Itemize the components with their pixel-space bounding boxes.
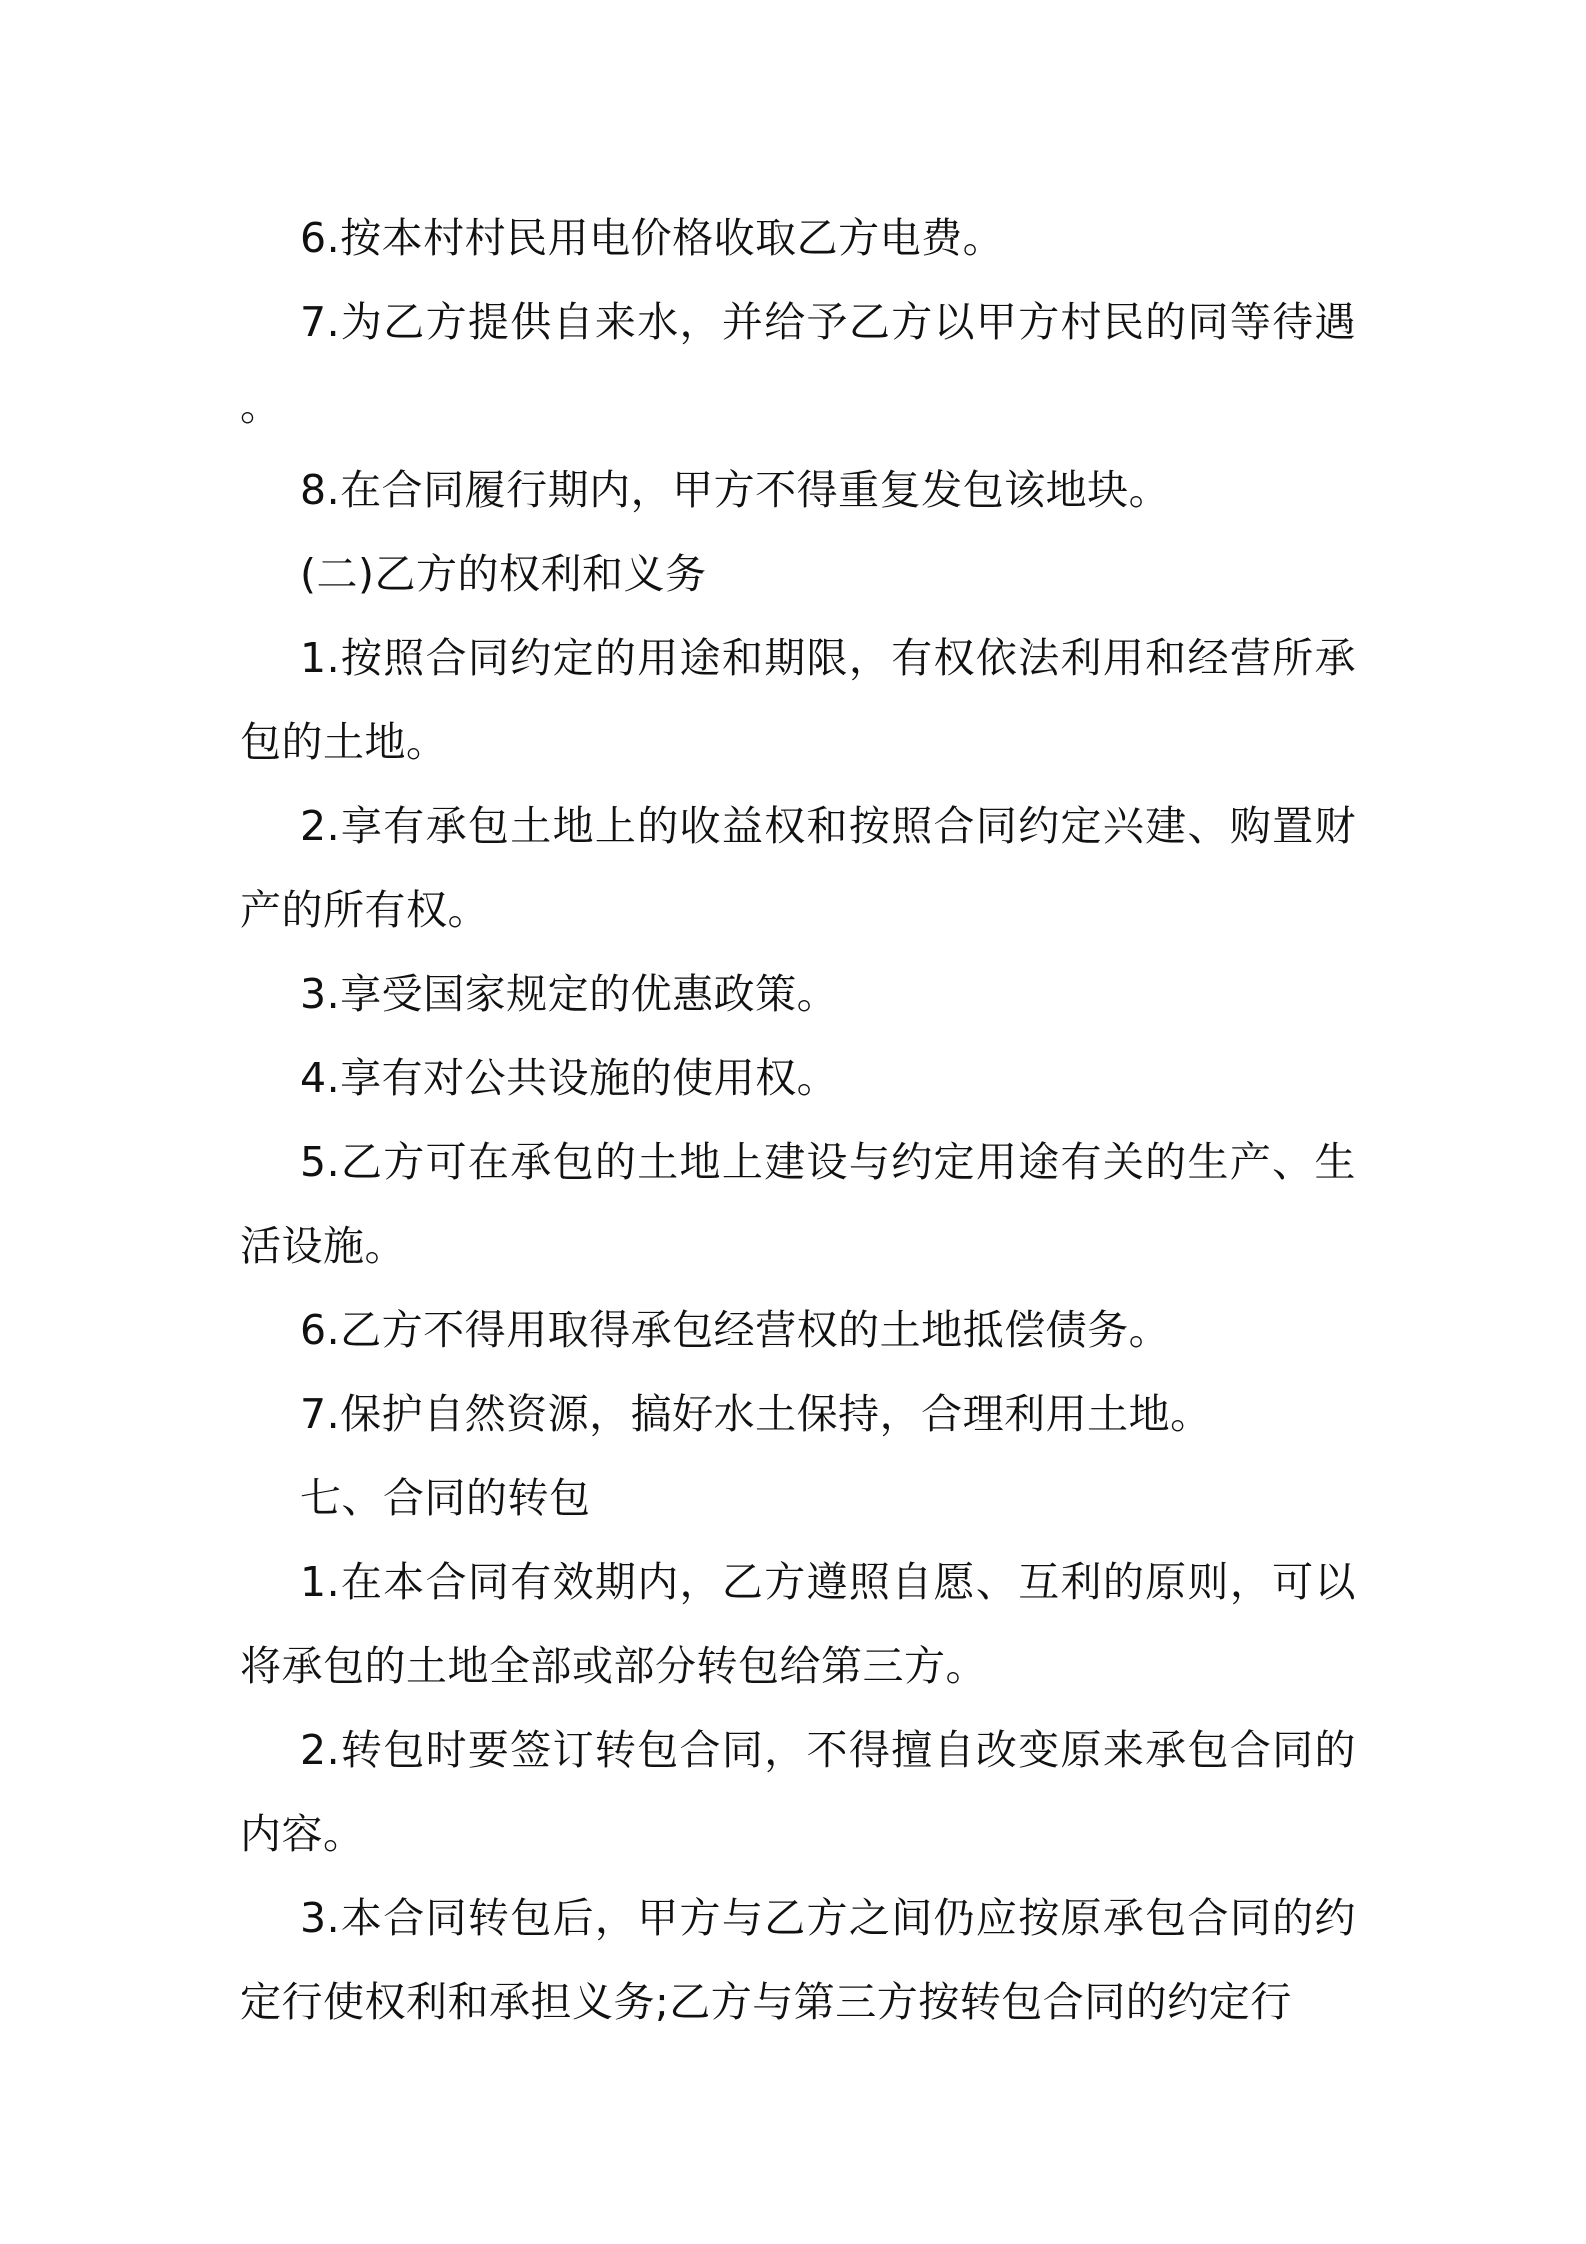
paragraph-subcontract-item-2: 2.转包时要签订转包合同，不得擅自改变原来承包合同的内容。	[240, 1726, 1356, 1858]
paragraph-subcontract-item-3: 3.本合同转包后，甲方与乙方之间仍应按原承包合同的约定行使权利和承担义务;乙方与第三方按转包合同的约定行	[240, 1894, 1356, 2026]
paragraph-b-item-7: 7.保护自然资源，搞好水土保持，合理利用土地。	[299, 1390, 1212, 1438]
paragraph-item-6-electricity: 6.按本村村民用电价格收取乙方电费。	[299, 214, 1005, 262]
paragraph-b-item-3: 3.享受国家规定的优惠政策。	[299, 970, 839, 1018]
section-heading-subcontract: 七、合同的转包	[299, 1474, 591, 1522]
section-heading-party-b-rights: (二)乙方的权利和义务	[299, 550, 707, 598]
paragraph-b-item-2: 2.享有承包土地上的收益权和按照合同约定兴建、购置财产的所有权。	[240, 802, 1356, 934]
paragraph-b-item-1: 1.按照合同约定的用途和期限，有权依法利用和经营所承包的土地。	[240, 634, 1356, 766]
paragraph-item-7-water: 7.为乙方提供自来水，并给予乙方以甲方村民的同等待遇。	[240, 298, 1356, 430]
paragraph-subcontract-item-1: 1.在本合同有效期内，乙方遵照自愿、互利的原则，可以将承包的土地全部或部分转包给第三方。	[240, 1558, 1356, 1690]
paragraph-b-item-6: 6.乙方不得用取得承包经营权的土地抵偿债务。	[299, 1306, 1171, 1354]
paragraph-item-8-no-repeat-contract: 8.在合同履行期内，甲方不得重复发包该地块。	[299, 466, 1171, 514]
document-body	[240, 196, 1356, 2044]
paragraph-b-item-5: 5.乙方可在承包的土地上建设与约定用途有关的生产、生活设施。	[240, 1138, 1356, 1270]
paragraph-b-item-4: 4.享有对公共设施的使用权。	[299, 1054, 839, 1102]
